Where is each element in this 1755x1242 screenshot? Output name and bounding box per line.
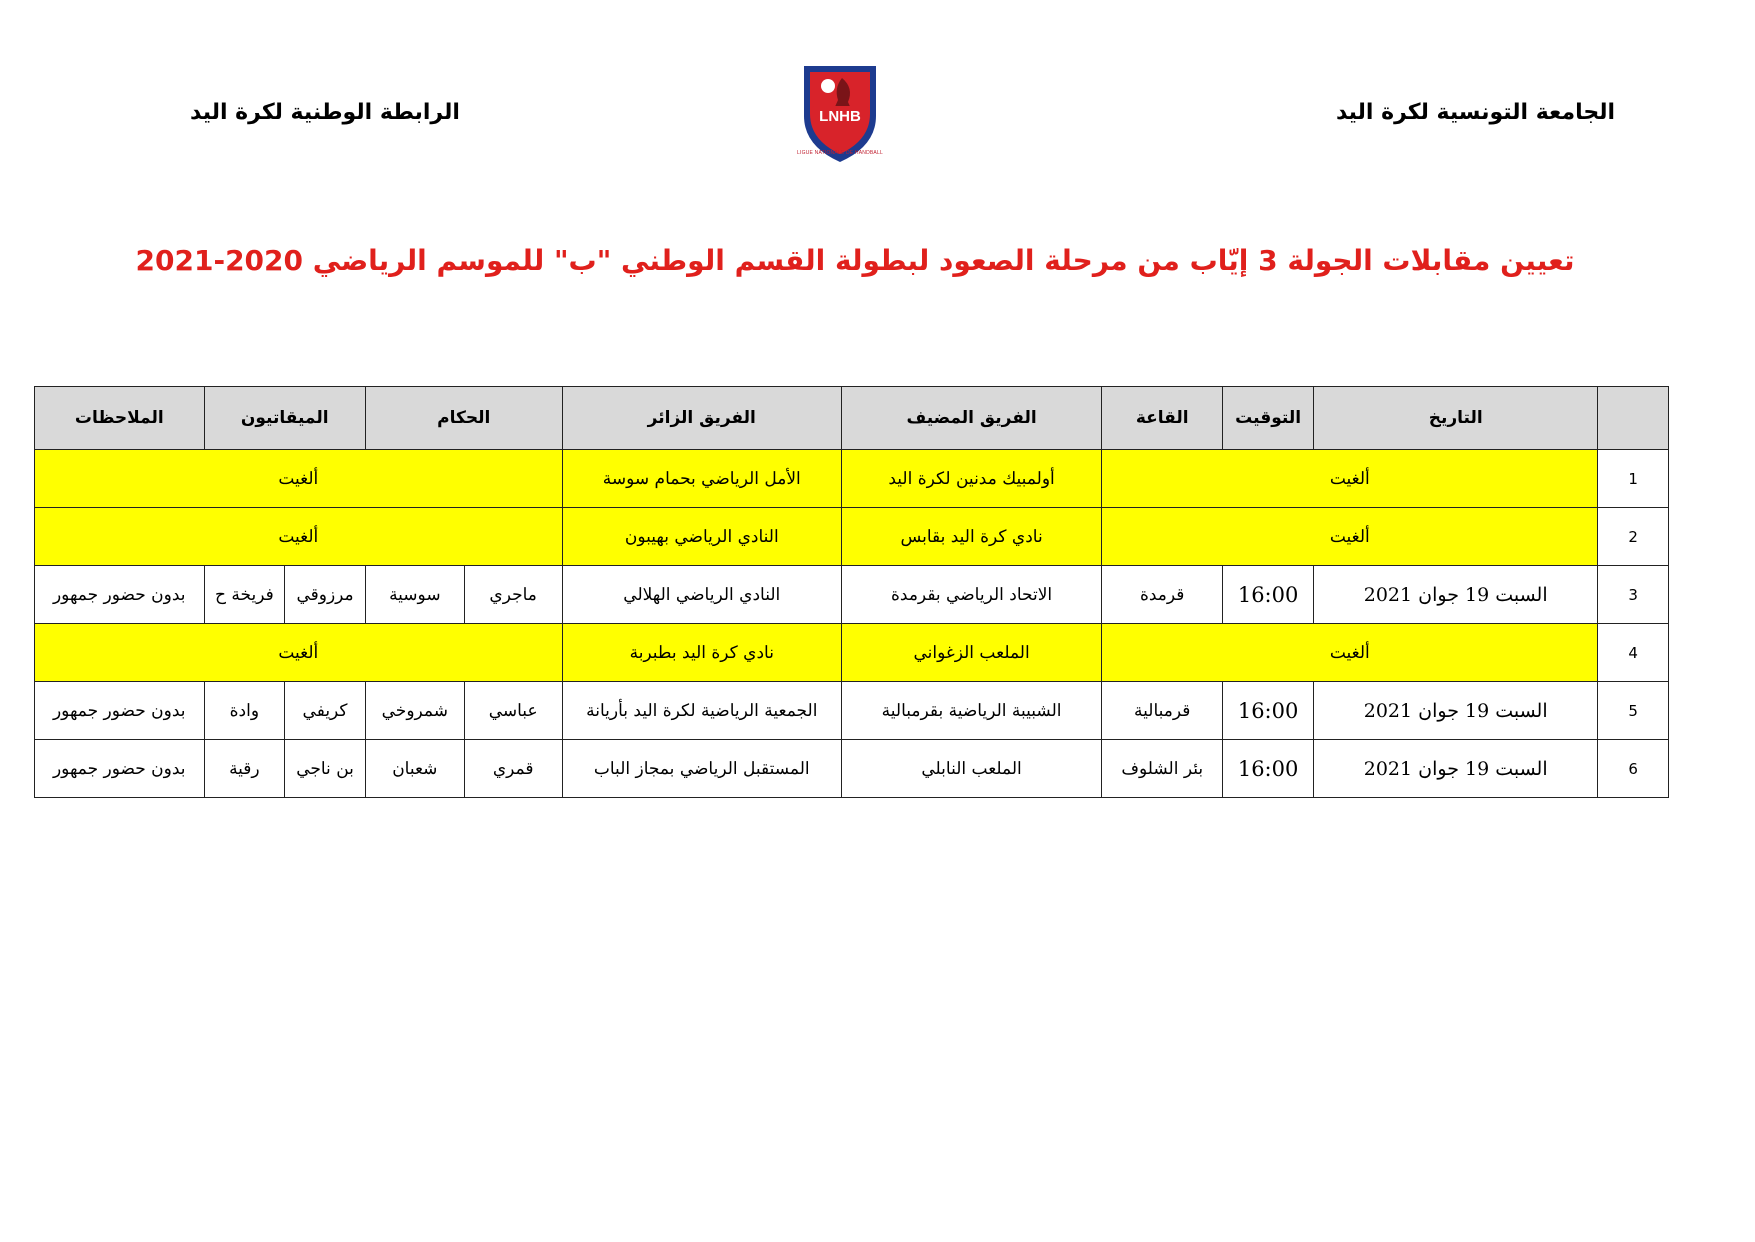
referee-1: قمري (464, 740, 562, 798)
match-date: السبت 19 جوان 2021 (1313, 740, 1597, 798)
status-cell: ألغيت (1102, 508, 1598, 566)
table-row (35, 740, 1669, 798)
notes: بدون حضور جمهور (35, 682, 205, 740)
status-cell: ألغيت (35, 624, 563, 682)
header-date: التاريخ (1313, 387, 1597, 450)
away-team: النادي الرياضي بهيبون (562, 508, 841, 566)
table-row (35, 508, 1669, 566)
notes: بدون حضور جمهور (35, 740, 205, 798)
home-team: الملعب النابلي (841, 740, 1101, 798)
home-team: الشبيبة الرياضية بقرمبالية (841, 682, 1101, 740)
logo-caption: LIGUE NATIONALE DE HANDBALL (797, 150, 883, 156)
federation-name: الجامعة التونسية لكرة اليد (1335, 100, 1615, 125)
row-number: 5 (1598, 682, 1669, 740)
timekeeper-2: وادة (204, 682, 285, 740)
away-team: نادي كرة اليد بطبربة (562, 624, 841, 682)
home-team: الاتحاد الرياضي بقرمدة (841, 566, 1101, 624)
row-number: 2 (1598, 508, 1669, 566)
match-time: 16:00 (1223, 682, 1314, 740)
header-referees: الحكام (365, 387, 562, 450)
table-row (35, 566, 1669, 624)
league-name: الرابطة الوطنية لكرة اليد (190, 100, 460, 125)
venue: بئر الشلوف (1102, 740, 1223, 798)
referee-2: شمروخي (365, 682, 464, 740)
home-team: نادي كرة اليد بقابس (841, 508, 1101, 566)
status-cell: ألغيت (1102, 450, 1598, 508)
header-venue: القاعة (1102, 387, 1223, 450)
table-row (35, 450, 1669, 508)
away-team: النادي الرياضي الهلالي (562, 566, 841, 624)
referee-2: شعبان (365, 740, 464, 798)
row-number: 6 (1598, 740, 1669, 798)
status-cell: ألغيت (35, 450, 563, 508)
away-team: المستقبل الرياضي بمجاز الباب (562, 740, 841, 798)
referee-1: ماجري (464, 566, 562, 624)
timekeeper-1: مرزوقي (285, 566, 366, 624)
match-time: 16:00 (1223, 740, 1314, 798)
status-cell: ألغيت (35, 508, 563, 566)
header-num (1598, 387, 1669, 450)
match-date: السبت 19 جوان 2021 (1313, 566, 1597, 624)
row-number: 1 (1598, 450, 1669, 508)
table-row (35, 682, 1669, 740)
match-date: السبت 19 جوان 2021 (1313, 682, 1597, 740)
match-schedule-table (34, 386, 1669, 798)
status-cell: ألغيت (1102, 624, 1598, 682)
venue: قرمبالية (1102, 682, 1223, 740)
header-notes: الملاحظات (35, 387, 205, 450)
home-team: أولمبيك مدنين لكرة اليد (841, 450, 1101, 508)
venue: قرمدة (1102, 566, 1223, 624)
header-away-team: الفريق الزائر (562, 387, 841, 450)
timekeeper-2: رقية (204, 740, 285, 798)
timekeeper-2: فريخة ح (204, 566, 285, 624)
page-title: تعيين مقابلات الجولة 3 إيّاب من مرحلة الصعود لبطولة القسم الوطني "ب" للموسم الرياضي 2020-2021 (135, 244, 1575, 277)
row-number: 3 (1598, 566, 1669, 624)
timekeeper-1: بن ناجي (285, 740, 366, 798)
table-row (35, 624, 1669, 682)
table-header-row (35, 387, 1669, 450)
away-team: الأمل الرياضي بحمام سوسة (562, 450, 841, 508)
notes: بدون حضور جمهور (35, 566, 205, 624)
match-time: 16:00 (1223, 566, 1314, 624)
referee-2: سوسية (365, 566, 464, 624)
row-number: 4 (1598, 624, 1669, 682)
away-team: الجمعية الرياضية لكرة اليد بأريانة (562, 682, 841, 740)
header-time: التوقيت (1223, 387, 1314, 450)
timekeeper-1: كريفي (285, 682, 366, 740)
header-home-team: الفريق المضيف (841, 387, 1101, 450)
header-timekeepers: الميقاتيون (204, 387, 365, 450)
home-team: الملعب الزغواني (841, 624, 1101, 682)
svg-text:LNHB: LNHB (819, 108, 861, 125)
referee-1: عباسي (464, 682, 562, 740)
